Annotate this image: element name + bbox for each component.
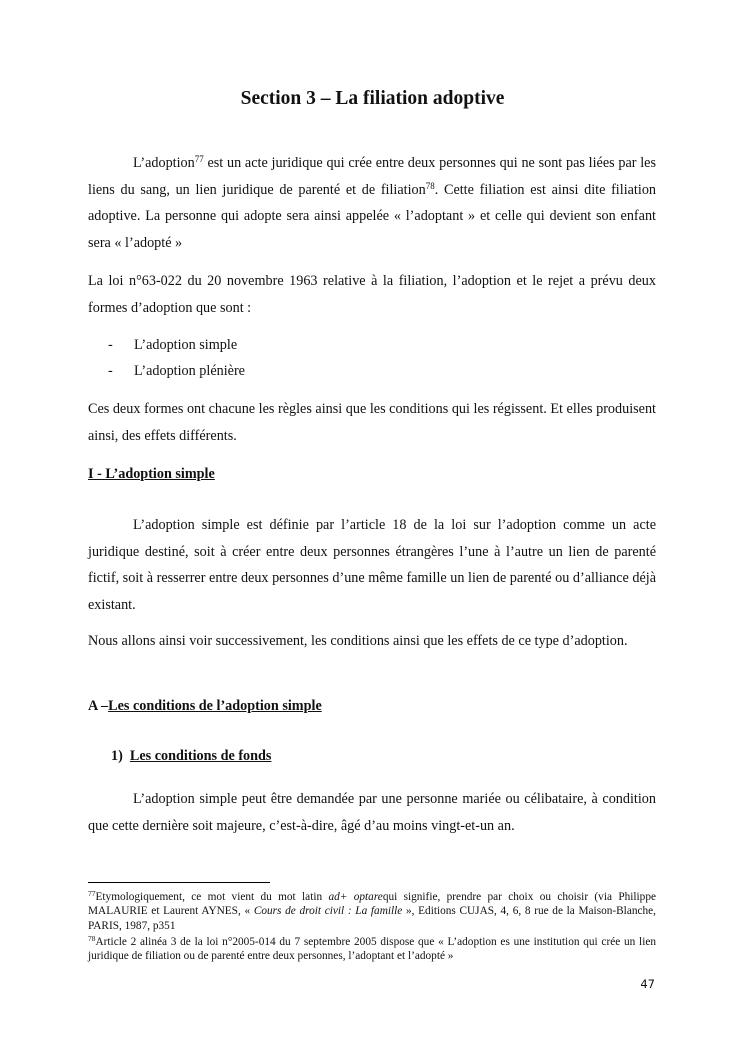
- p1-text-a: L’adoption: [133, 155, 195, 171]
- heading-adoption-simple: I - L’adoption simple: [88, 466, 215, 482]
- heading-number: 1): [111, 748, 123, 764]
- paragraph-simple-definition: L’adoption simple est définie par l’article 18 de la loi sur l’adoption comme un acte juridique destiné, soit à créer entre deux personnes étrangères l’une à l’autre un lien de parenté fictif, soit à resserrer entre deux personnes d’une même famille un lien de parenté ou d’alliance déjà existant.: [88, 517, 656, 613]
- footnote-number: 78: [88, 934, 96, 943]
- footnote-ref-77[interactable]: 77: [194, 154, 204, 164]
- p1-text-b: est un acte juridique qui crée entre deux personnes qui ne sont pas liées par les liens du sang, un lien juridique de parenté et de filiation: [88, 155, 656, 198]
- paragraph-definition: [88, 150, 656, 256]
- list-bullet: -: [108, 337, 113, 353]
- heading-conditions: [88, 698, 322, 715]
- footnote-divider: [88, 882, 270, 883]
- section-title: Section 3 – La filiation adoptive: [240, 88, 505, 109]
- footnote-italic-book: Cours de droit civil : La famille: [253, 905, 403, 918]
- heading-text: Les conditions de l’adoption simple: [108, 698, 322, 714]
- footnote-78: [88, 935, 656, 964]
- footnote-text: Article 2 alinéa 3 de la loi n°2005-014 du 7 septembre 2005 dispose que « L’adoption es une institution qui crée un lien juridique de filiation ou de parenté entre deux personnes, l’adoptant et l’adopté »: [88, 936, 656, 963]
- footnote-77: [88, 890, 656, 933]
- paragraph-plan: Nous allons ainsi voir successivement, les conditions ainsi que les effets de ce type d’adoption.: [88, 633, 628, 649]
- list-item: [108, 358, 245, 384]
- list-item: [108, 332, 245, 358]
- paragraph-law: La loi n°63-022 du 20 novembre 1963 relative à la filiation, l’adoption et le rejet a prévu deux formes d’adoption que sont :: [88, 273, 656, 316]
- heading-prefix: A –: [88, 698, 109, 714]
- footnote-italic-latin: ad+ optare: [328, 891, 383, 903]
- p1-text-c: . Cette filiation est ainsi dite filiation adoptive. La personne qui adopte sera ainsi appelée « l’adoptant » et celle qui devient son enfant sera « l’adopté »: [88, 181, 657, 251]
- footnote-ref-78[interactable]: 78: [425, 180, 435, 191]
- page-number: 47: [640, 977, 655, 991]
- footnote-text-c: », Editions CUJAS, 4, 6, 8 rue de la Maison-Blanche, PARIS, 1987, p351: [88, 905, 656, 932]
- list-item-text: L’adoption plénière: [134, 363, 245, 379]
- heading-conditions-fonds: [111, 748, 271, 765]
- list-item-text: L’adoption simple: [134, 337, 238, 353]
- adoption-forms-list: [108, 332, 245, 384]
- heading-text: Les conditions de fonds: [129, 748, 272, 764]
- footnote-number: 77: [88, 889, 96, 898]
- paragraph-conditions: L’adoption simple peut être demandée par une personne mariée ou célibataire, à condition que cette dernière soit majeure, c’est-à-dire, âgé d’au moins vingt-et-un an.: [88, 791, 656, 834]
- paragraph-forms-rules: Ces deux formes ont chacune les règles ainsi que les conditions qui les régissent. Et elles produisent ainsi, des effets différents.: [88, 401, 656, 444]
- footnote-text-a: Etymologiquement, ce mot vient du mot latin: [95, 891, 329, 903]
- footnote-text-b: qui signifie, prendre par choix ou choisir (via Philippe MALAURIE et Laurent AYNES, «: [88, 891, 656, 918]
- list-bullet: -: [108, 363, 113, 379]
